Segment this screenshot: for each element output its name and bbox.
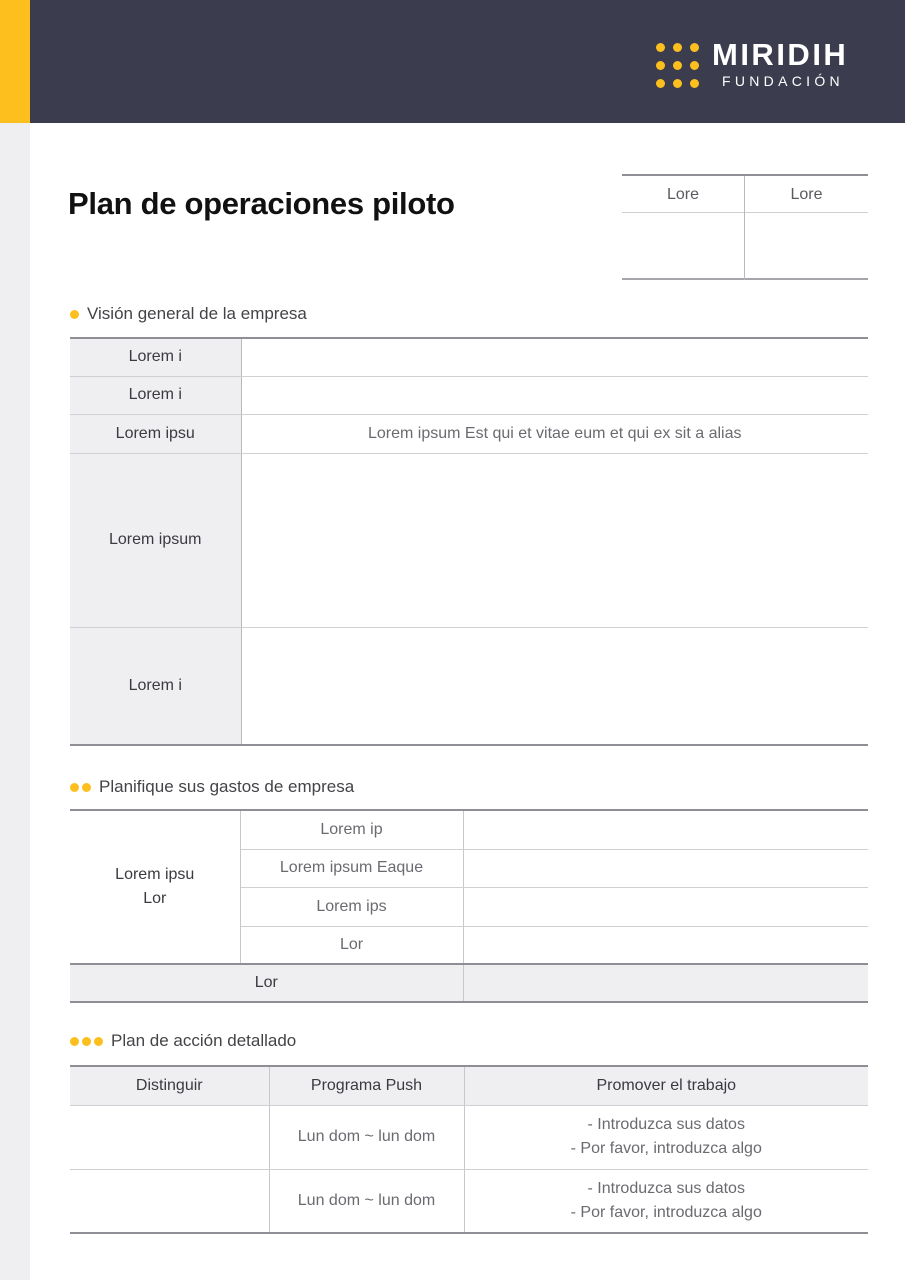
approval-signature-field[interactable] — [745, 213, 868, 279]
table-row — [70, 414, 868, 453]
schedule-cell[interactable]: Lun dom ~ lun dom — [269, 1105, 464, 1169]
table-row — [70, 1105, 868, 1169]
table-row — [70, 338, 868, 376]
expense-group-label: Lorem ipsu Lor — [70, 810, 240, 964]
row-label: Lorem ipsu — [70, 414, 241, 453]
approval-column-header: Lore — [622, 176, 744, 213]
action-plan-table — [70, 1065, 868, 1234]
left-margin-strip — [0, 123, 30, 1280]
row-label: Lorem i — [70, 627, 241, 745]
promote-cell[interactable]: - Introduzca sus datos - Por favor, introduzca algo — [570, 1179, 762, 1221]
row-label: Lorem i — [70, 376, 241, 414]
expense-item-value-field[interactable] — [463, 926, 868, 964]
column-header-promote: Promover el trabajo — [464, 1066, 868, 1105]
section-title: Visión general de la empresa — [87, 304, 307, 323]
promote-cell[interactable]: - Introduzca sus datos - Por favor, introduzca algo — [464, 1105, 868, 1169]
section-title: Plan de acción detallado — [111, 1031, 297, 1050]
bullet-dots-icon — [70, 1037, 103, 1046]
section-title: Planifique sus gastos de empresa — [99, 777, 355, 796]
column-header-schedule: Programa Push — [269, 1066, 464, 1105]
expense-item-label: Lorem ip — [240, 810, 463, 849]
approval-signature-field[interactable] — [622, 213, 744, 279]
section-heading-expenses — [70, 777, 354, 797]
total-row — [70, 964, 868, 1002]
total-label: Lor — [70, 964, 463, 1002]
row-value-field[interactable] — [241, 338, 868, 376]
page-title: Plan de operaciones piloto — [68, 186, 455, 221]
table-header-row — [70, 1066, 868, 1105]
overview-table — [70, 337, 868, 746]
logo-dots-icon — [656, 43, 699, 88]
approval-column — [622, 176, 745, 280]
schedule-cell[interactable]: Lun dom ~ lun dom — [269, 1169, 464, 1233]
table-row — [70, 453, 868, 627]
brand-subtitle: FUNDACIÓN — [722, 73, 844, 89]
brand-name: MIRIDIH — [712, 37, 849, 72]
column-header-distinguish: Distinguir — [70, 1066, 269, 1105]
row-label: Lorem i — [70, 338, 241, 376]
distinguish-cell[interactable] — [70, 1169, 269, 1233]
row-value-field[interactable] — [241, 453, 868, 627]
expense-item-value-field[interactable] — [463, 849, 868, 887]
table-row — [70, 376, 868, 414]
expense-item-label: Lorem ips — [240, 887, 463, 926]
expense-item-value-field[interactable] — [463, 887, 868, 926]
expenses-table — [70, 809, 868, 1003]
approval-box — [622, 174, 868, 280]
expense-item-value-field[interactable] — [463, 810, 868, 849]
brand-logo — [656, 37, 849, 90]
table-row — [70, 810, 868, 849]
approval-column — [745, 176, 868, 280]
expense-item-label: Lorem ipsum Eaque — [240, 849, 463, 887]
row-label: Lorem ipsum — [70, 453, 241, 627]
table-row — [70, 627, 868, 745]
expense-item-label: Lor — [240, 926, 463, 964]
header-accent-bar — [0, 0, 30, 123]
page-header — [0, 0, 905, 123]
distinguish-cell[interactable] — [70, 1105, 269, 1169]
section-heading-action-plan — [70, 1031, 296, 1051]
table-row — [70, 1169, 868, 1233]
total-value-field[interactable] — [463, 964, 868, 1002]
row-value-field[interactable] — [241, 376, 868, 414]
approval-column-header: Lore — [745, 176, 868, 213]
bullet-dot-icon — [70, 310, 79, 319]
row-value-field[interactable] — [241, 627, 868, 745]
section-heading-overview — [70, 304, 307, 324]
bullet-dots-icon — [70, 783, 91, 792]
row-value-field[interactable]: Lorem ipsum Est qui et vitae eum et qui ex sit a alias — [241, 414, 868, 453]
